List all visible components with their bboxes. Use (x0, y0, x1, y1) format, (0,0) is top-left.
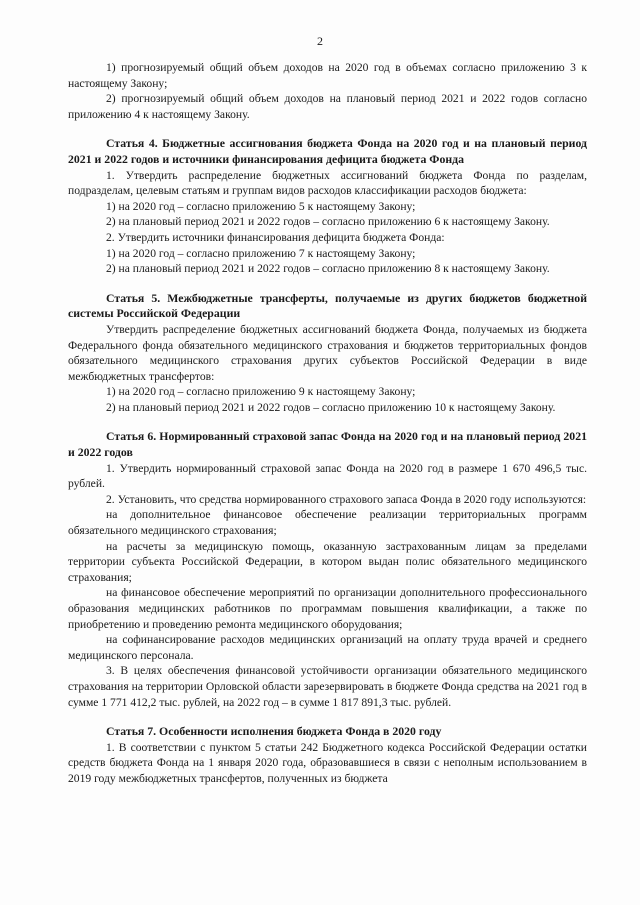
article-5-heading: Статья 5. Межбюджетные трансферты, получаемые из других бюджетов бюджетной системы Российской Федерации (68, 290, 587, 321)
article-4-paragraph-4: 2. Утвердить источники финансирования дефицита бюджета Фонда: (106, 230, 445, 244)
article-6-paragraph-1: 1. Утвердить нормированный страховой запас Фонда на 2020 год в размере 1 670 496,5 тыс. рублей. (68, 461, 587, 491)
document-body (68, 60, 587, 787)
article-6-paragraph-6: на софинансирование расходов медицинских организаций на оплату труда врачей и среднего медицинского персонала. (68, 633, 587, 662)
article-5-paragraph-2: 1) на 2020 год – согласно приложению 9 к настоящему Закону; (106, 385, 416, 399)
article-4-paragraph-1: 1. Утвердить распределение бюджетных ассигнований бюджета Фонда по разделам, подразделам, целевым статьям и группам видов расходов классификации расходов бюджета: (68, 168, 587, 198)
article-5-paragraph-3: 2) на плановый период 2021 и 2022 годов – согласно приложению 10 к настоящему Закону. (106, 400, 556, 414)
article-6-paragraph-2: 2. Установить, что средства нормированного страхового запаса Фонда в 2020 году используются: (106, 492, 587, 506)
article-7-paragraph-1: 1. В соответствии с пунктом 5 статьи 242 Бюджетного кодекса Российской Федерации остатки средств бюджета Фонда на 1 января 2020 года, образовавшиеся в связи с неполным использованием в 2019 году межбюджетных трансфертов, полученных из бюджета (68, 740, 587, 785)
article-6-paragraph-4: на расчеты за медицинскую помощь, оказанную застрахованным лицам за пределами территории субъекта Российской Федерации, в котором выдан полис обязательного медицинского страхования; (68, 539, 587, 584)
article-4-paragraph-3: 2) на плановый период 2021 и 2022 годов – согласно приложению 6 к настоящему Закону. (106, 215, 550, 229)
page-number: 2 (317, 34, 323, 48)
intro-paragraph-2: 2) прогнозируемый общий объем доходов на плановый период 2021 и 2022 годов согласно приложению 4 к настоящему Закону. (68, 92, 587, 121)
article-7-heading: Статья 7. Особенности исполнения бюджета Фонда в 2020 году (106, 724, 442, 739)
article-4-paragraph-6: 2) на плановый период 2021 и 2022 годов – согласно приложению 8 к настоящему Закону. (106, 262, 550, 276)
article-6-paragraph-5: на финансовое обеспечение мероприятий по организации дополнительного профессионального образования медицинских работников по программам повышения квалификации, а также по приобретению и проведению ремонта медицинского оборудования; (68, 586, 587, 631)
article-5-paragraph-1: Утвердить распределение бюджетных ассигнований бюджета Фонда, получаемых из бюджета Федерального фонда обязательного медицинского страхования и бюджетов территориальных фондов обязательного медицинского страхования других субъектов Российской Федерации в виде межбюджетных трансфертов: (68, 322, 587, 383)
article-6-paragraph-7: 3. В целях обеспечения финансовой устойчивости организации обязательного медицинского страхования на территории Орловской области зарезервировать в бюджете Фонда средства на 2021 год в сумме 1 771 412,2 тыс. рублей, на 2022 год – в сумме 1 817 891,3 тыс. рублей. (68, 664, 587, 709)
article-6-paragraph-3: на дополнительное финансовое обеспечение реализации территориальных программ обязательного медицинского страхования; (68, 508, 587, 538)
article-4-paragraph-5: 1) на 2020 год – согласно приложению 7 к настоящему Закону; (106, 246, 416, 260)
article-4-paragraph-2: 1) на 2020 год – согласно приложению 5 к настоящему Закону; (106, 199, 416, 213)
article-6-heading: Статья 6. Нормированный страховой запас Фонда на 2020 год и на плановый период 2021 и 2022 годов (68, 429, 587, 460)
intro-paragraph-1: 1) прогнозируемый общий объем доходов на 2020 год в объемах согласно приложению 3 к настоящему Закону; (68, 61, 587, 90)
article-4-heading: Статья 4. Бюджетные ассигнования бюджета Фонда на 2020 год и на плановый период 2021 и 2022 годов и источники финансирования дефицита бюджета Фонда (68, 136, 587, 166)
